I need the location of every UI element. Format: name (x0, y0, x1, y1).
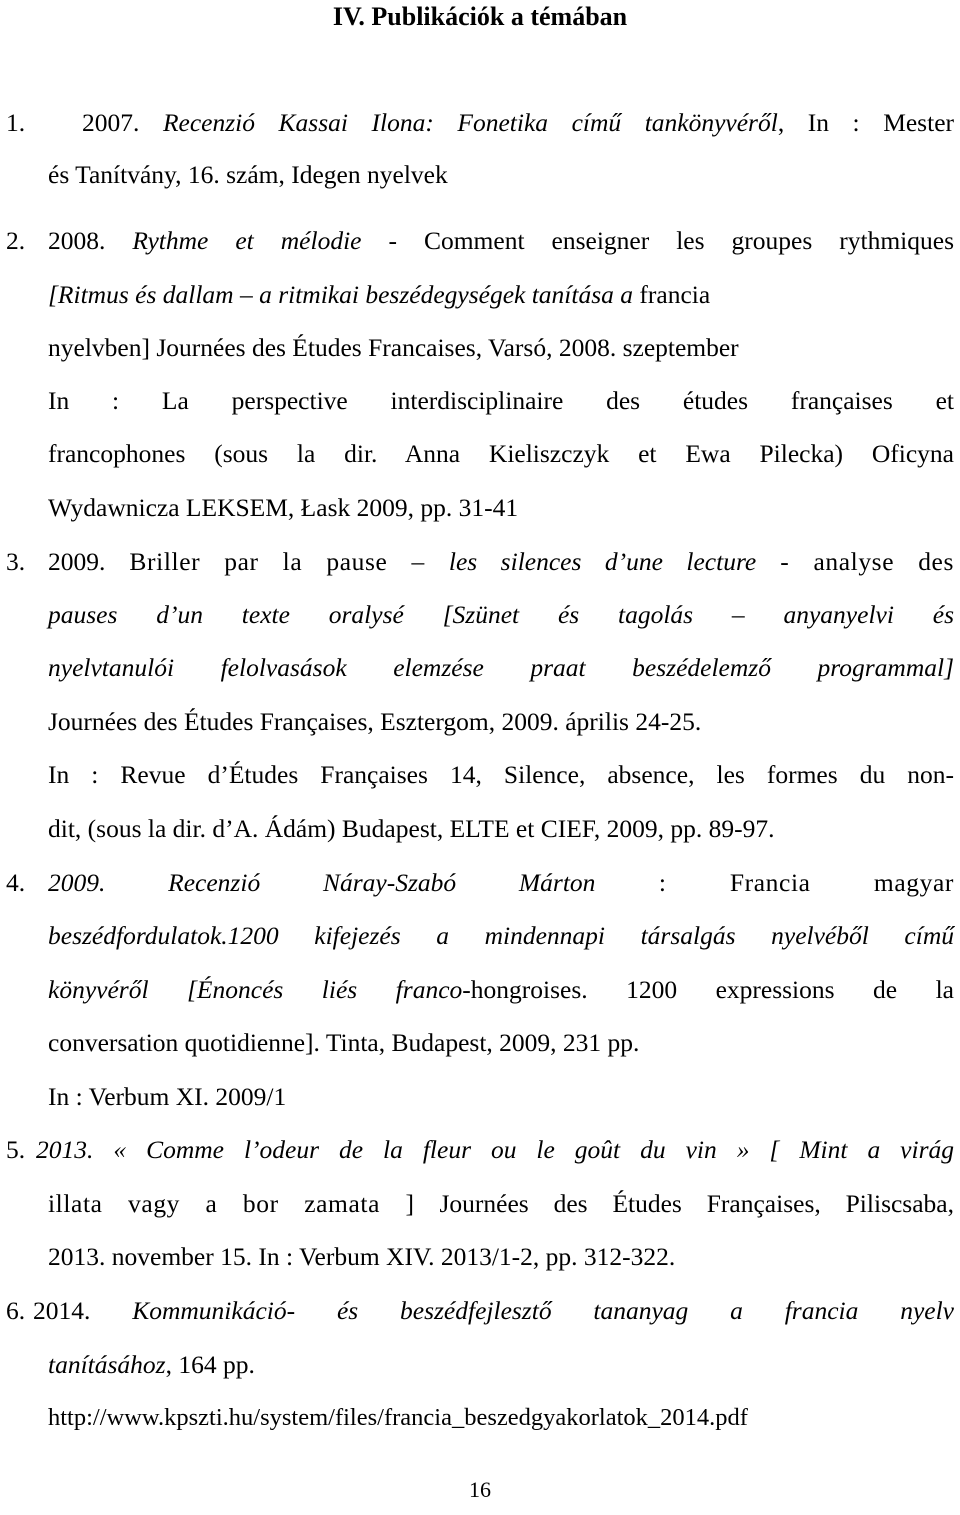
item-text-italic: tanításához (48, 1350, 166, 1379)
item-text: , 164 pp. (165, 1350, 255, 1379)
item-line (48, 593, 954, 637)
item-number: 2. (6, 226, 26, 255)
item-line (48, 1343, 954, 1387)
item-line (33, 1289, 954, 1333)
item-line (48, 861, 954, 905)
item-text-italic: [Ritmus és dallam – a ritmikai beszédegységek tanítása a (48, 280, 634, 309)
item-title: Rythme et mélodie (132, 226, 362, 255)
item-line (48, 914, 954, 958)
item-line (82, 101, 954, 145)
item-text: : Francia magyar (595, 868, 954, 897)
item-line (48, 968, 954, 1012)
item-line (48, 1182, 954, 1226)
item-line: In : La perspective interdisciplinaire des études françaises et (48, 386, 954, 415)
item-text: - analyse des (756, 547, 954, 576)
item-year: 2008. (48, 226, 106, 255)
item-text: , In : Mester (777, 108, 955, 137)
item-number: 5. (6, 1135, 26, 1164)
item-line (36, 1128, 954, 1172)
item-line: In : Verbum XI. 2009/1 (48, 1082, 287, 1111)
item-line (48, 540, 954, 584)
item-line: nyelvben] Journées des Études Francaises, Varsó, 2008. szeptember (48, 333, 739, 362)
item-text: Briller par la pause – (105, 547, 449, 576)
item-text: -hongroises. 1200 expressions de la (462, 975, 954, 1004)
item-title: Kommunikáció- és beszédfejlesztő tananyag a francia nyelv (132, 1296, 955, 1325)
page-number: 16 (469, 1477, 491, 1502)
item-line: és Tanítvány, 16. szám, Idegen nyelvek (48, 160, 448, 189)
item-line: Wydawnicza LEKSEM, Łask 2009, pp. 31-41 (48, 493, 519, 522)
item-text: Journées des Études Françaises, Piliscsaba, (414, 1189, 954, 1218)
item-line: Journées des Études Françaises, Esztergom, 2009. április 24-25. (48, 707, 702, 736)
item-title: 2009. Recenzió Náray-Szabó Márton (48, 868, 596, 897)
section-heading: IV. Publikációk a témában (332, 2, 628, 31)
item-text: francia (633, 280, 711, 309)
item-title: Recenzió Kassai Ilona: Fonetika című tankönyvéről (162, 108, 778, 137)
item-number: 6. (6, 1296, 26, 1325)
item-title: 2013. « Comme l’odeur de la fleur ou le goût du vin » [ Mint a virág (36, 1135, 954, 1164)
item-year: 2007. (82, 108, 140, 137)
item-line: dit, (sous la dir. d’A. Ádám) Budapest, ELTE et CIEF, 2009, pp. 89-97. (48, 814, 775, 843)
item-number: 1. (6, 108, 26, 137)
item-line: In : Revue d’Études Françaises 14, Silence, absence, les formes du non- (48, 760, 954, 789)
item-year: 2014. (33, 1296, 91, 1325)
item-text: illata vagy a bor zamata ] (48, 1189, 415, 1218)
item-line: 2013. november 15. In : Verbum XIV. 2013/1-2, pp. 312-322. (48, 1242, 676, 1271)
item-line (48, 646, 954, 690)
item-title: les silences d’une lecture (448, 547, 757, 576)
item-line (48, 273, 954, 317)
item-number: 4. (6, 868, 26, 897)
url-link[interactable]: http://www.kpszti.hu/system/files/francia_beszedgyakorlatok_2014.pdf (48, 1404, 748, 1431)
item-line: francophones (sous la dir. Anna Kieliszczyk et Ewa Pilecka) Oficyna (48, 439, 954, 468)
item-text-italic: nyelvtanulói felolvasások elemzése praat beszédelemző programmal] (48, 653, 954, 682)
item-line (48, 219, 954, 263)
item-text: - Comment enseigner les groupes rythmiques (361, 226, 954, 255)
item-text-italic: pauses d’un texte oralysé [Szünet és tagolás – anyanyelvi és (48, 600, 954, 629)
item-text-italic: könyvéről [Énoncés liés franco (48, 975, 463, 1004)
item-number: 3. (6, 547, 26, 576)
item-line: conversation quotidienne]. Tinta, Budapest, 2009, 231 pp. (48, 1028, 640, 1057)
item-year: 2009. (48, 547, 106, 576)
item-text-italic: beszédfordulatok.1200 kifejezés a mindennapi társalgás nyelvéből című (48, 921, 954, 950)
